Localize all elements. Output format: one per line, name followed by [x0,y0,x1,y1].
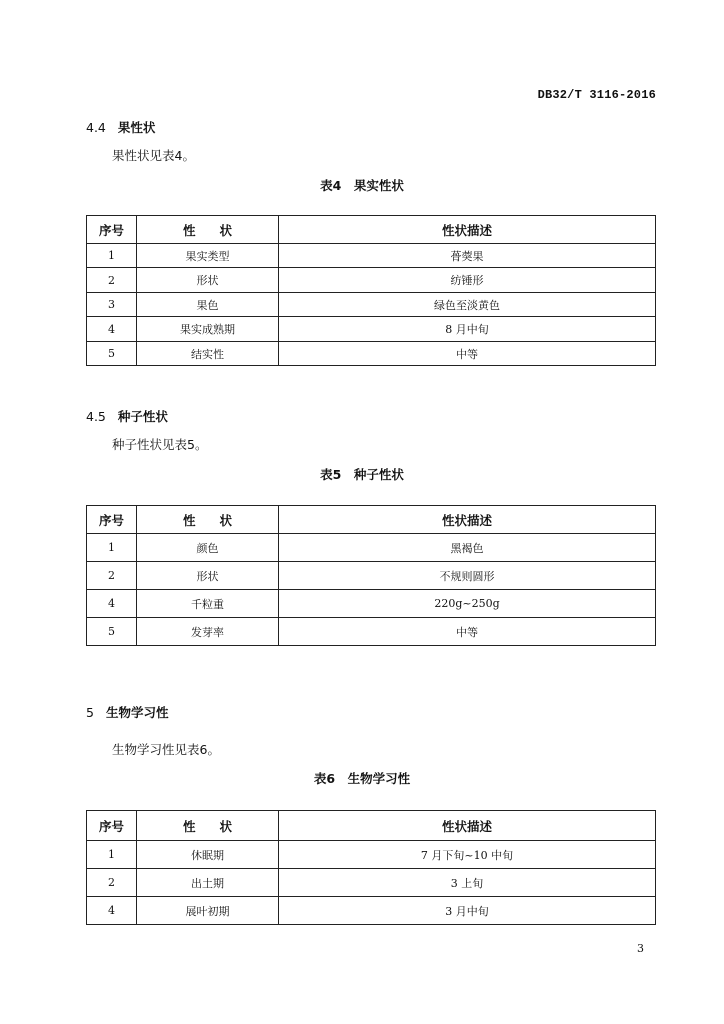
cell-trait: 展叶初期 [137,897,279,925]
cell-no: 1 [87,841,137,869]
cell-no: 2 [87,268,137,293]
cell-trait: 发芽率 [137,618,279,646]
col-header-desc: 性状描述 [279,216,656,244]
col-header-trait: 性 状 [137,506,279,534]
col-header-trait: 性 状 [137,216,279,244]
table-row [87,618,656,646]
cell-no: 4 [87,897,137,925]
table-row [87,590,656,618]
table-row [87,562,656,590]
cell-no: 4 [87,590,137,618]
section-title: 种子性状 [117,409,168,424]
table-caption: 表4 果实性状 [320,178,404,193]
section-number: 5 [86,705,94,720]
col-header-desc: 性状描述 [279,811,656,841]
section-intro: 种子性状见表5。 [112,437,208,452]
table-row [87,534,656,562]
cell-desc: 黑褐色 [279,534,656,562]
cell-trait: 果实成熟期 [137,317,279,342]
cell-no: 2 [87,562,137,590]
cell-desc: 纺锤形 [279,268,656,293]
cell-desc: 蓇葖果 [279,244,656,268]
table-row [87,897,656,925]
section-number: 4.5 [86,409,106,424]
table-row [87,342,656,366]
table-header-row [87,506,656,534]
cell-trait: 形状 [137,562,279,590]
table-row [87,869,656,897]
cell-trait: 颜色 [137,534,279,562]
table-caption: 表6 生物学习性 [313,771,411,786]
cell-no: 4 [87,317,137,342]
cell-desc: 7 月下旬~10 中旬 [279,841,656,869]
cell-desc: 不规则圆形 [279,562,656,590]
cell-no: 2 [87,869,137,897]
section-heading-4-4 [86,118,155,136]
page-number: 3 [637,942,644,955]
col-header-trait: 性 状 [137,811,279,841]
table-caption: 表5 种子性状 [320,467,404,482]
cell-desc: 8 月中旬 [279,317,656,342]
cell-desc: 绿色至淡黄色 [279,293,656,317]
col-header-no: 序号 [87,216,137,244]
col-header-desc: 性状描述 [279,506,656,534]
cell-no: 1 [87,534,137,562]
cell-trait: 休眠期 [137,841,279,869]
table-header-row [87,811,656,841]
cell-trait: 形状 [137,268,279,293]
table-row [87,268,656,293]
section-heading-4-5 [86,407,168,425]
cell-no: 5 [87,342,137,366]
section-heading-5 [86,703,168,721]
section-title: 生物学习性 [105,705,169,720]
cell-trait: 出土期 [137,869,279,897]
document-number: DB32/T 3116-2016 [537,88,656,102]
cell-trait: 果色 [137,293,279,317]
table-row [87,317,656,342]
table-row [87,841,656,869]
section-number: 4.4 [86,120,106,135]
cell-desc: 3 上旬 [279,869,656,897]
cell-no: 1 [87,244,137,268]
cell-desc: 中等 [279,342,656,366]
cell-trait: 结实性 [137,342,279,366]
section-intro: 果性状见表4。 [112,148,195,163]
cell-trait: 果实类型 [137,244,279,268]
biology-traits-table [86,810,656,925]
fruit-traits-table [86,215,656,366]
section-intro: 生物学习性见表6。 [112,742,220,757]
cell-desc: 3 月中旬 [279,897,656,925]
cell-desc: 中等 [279,618,656,646]
cell-no: 5 [87,618,137,646]
col-header-no: 序号 [87,506,137,534]
seed-traits-table [86,505,656,646]
section-title: 果性状 [117,120,156,135]
table-header-row [87,216,656,244]
cell-desc: 220g~250g [279,590,656,618]
cell-trait: 千粒重 [137,590,279,618]
table-row [87,293,656,317]
cell-no: 3 [87,293,137,317]
table-row [87,244,656,268]
col-header-no: 序号 [87,811,137,841]
